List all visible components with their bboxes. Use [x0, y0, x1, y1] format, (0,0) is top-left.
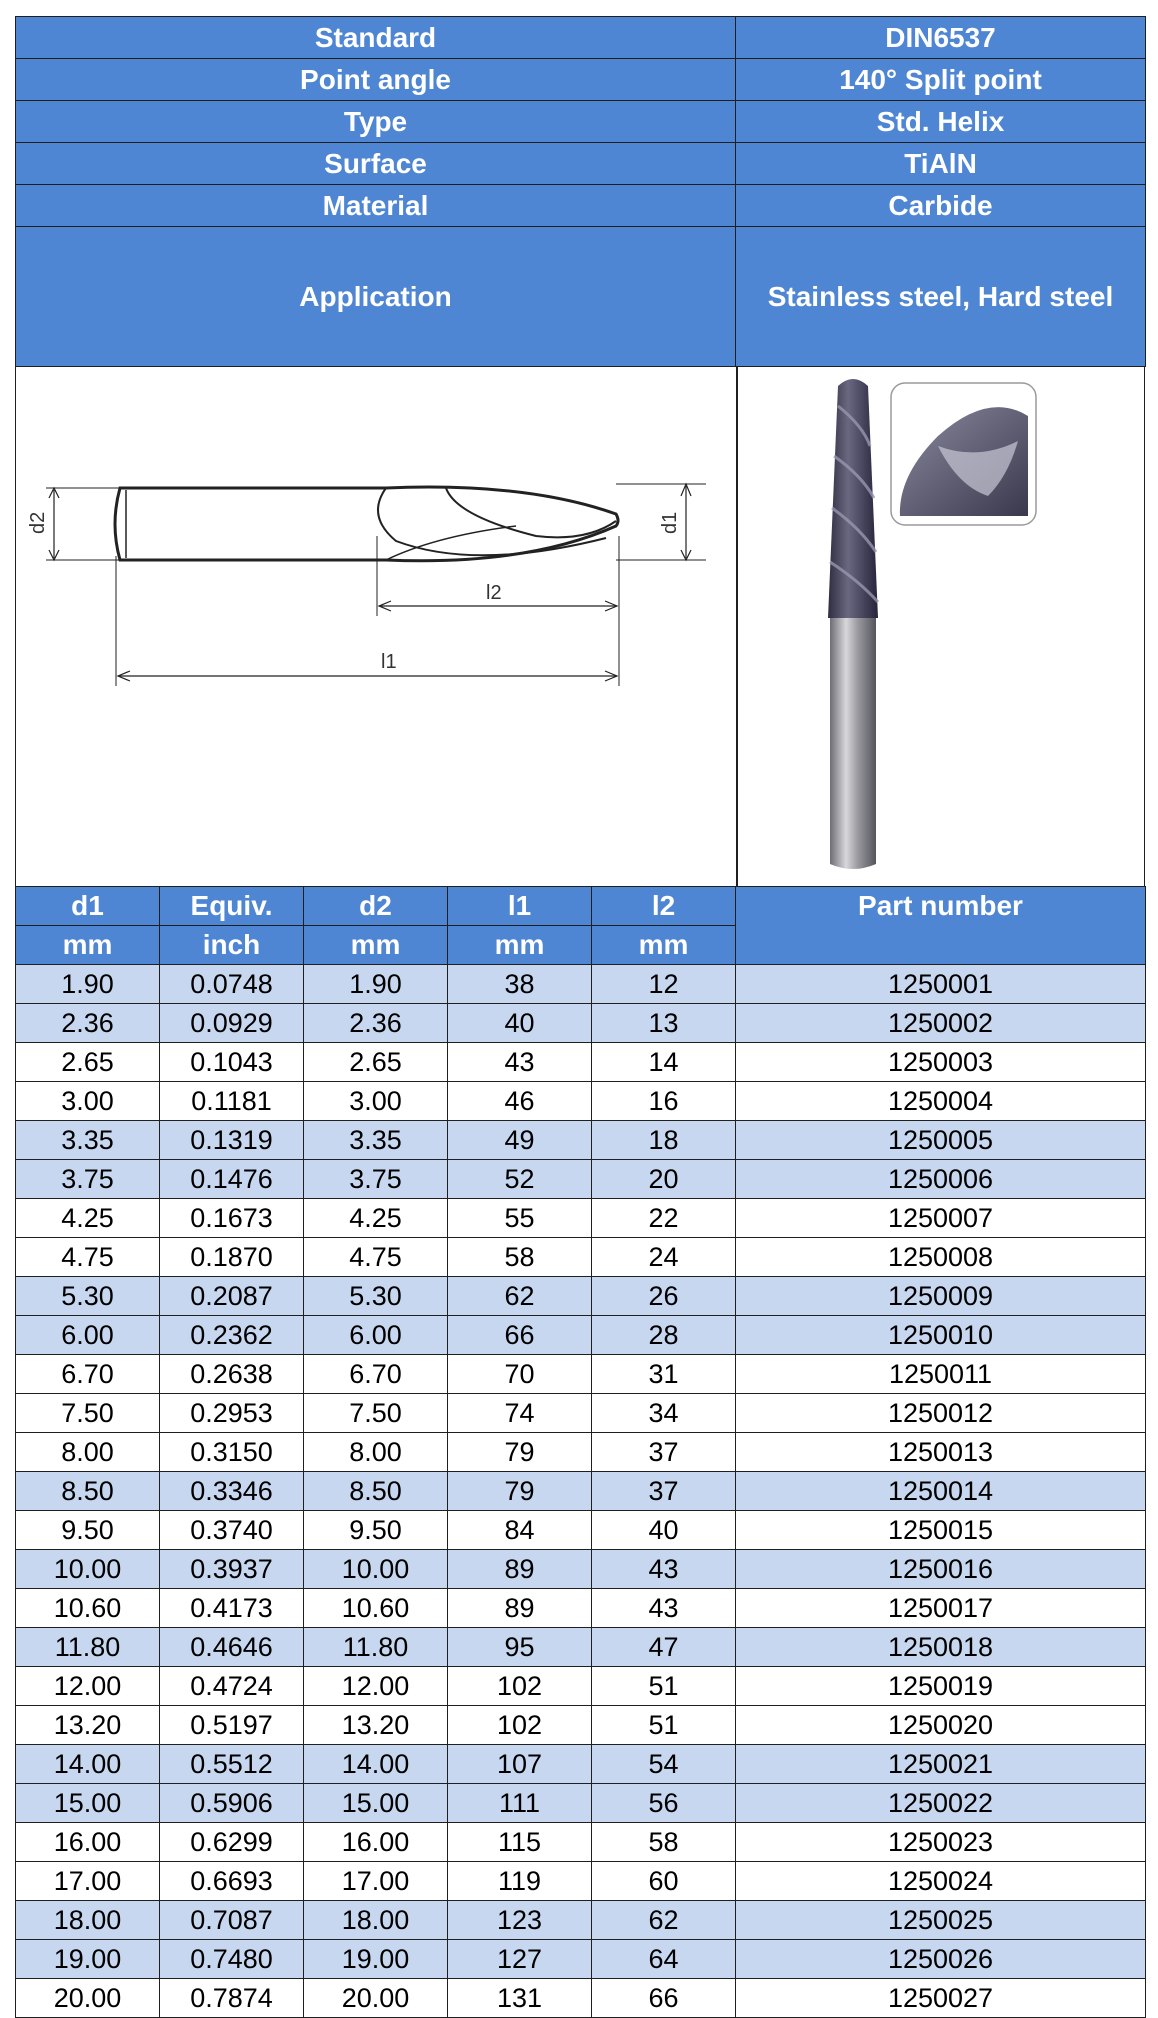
cell-part-number: 1250025: [736, 1901, 1146, 1940]
cell-d1: 20.00: [16, 1979, 160, 2018]
cell-part-number: 1250027: [736, 1979, 1146, 2018]
cell-l1: 62: [448, 1277, 592, 1316]
table-row: [16, 1121, 1146, 1160]
label-d2: d2: [27, 511, 49, 534]
cell-d1: 6.00: [16, 1316, 160, 1355]
spec-value: 140° Split point: [736, 59, 1146, 101]
table-row: [16, 965, 1146, 1004]
cell-d2: 2.65: [304, 1043, 448, 1082]
cell-d2: 11.80: [304, 1628, 448, 1667]
cell-part-number: 1250014: [736, 1472, 1146, 1511]
cell-d2: 4.25: [304, 1199, 448, 1238]
cell-l1: 84: [448, 1511, 592, 1550]
spec-value: Std. Helix: [736, 101, 1146, 143]
cell-part-number: 1250002: [736, 1004, 1146, 1043]
cell-d1: 6.70: [16, 1355, 160, 1394]
cell-l2: 24: [592, 1238, 736, 1277]
col-header-l1: l1: [448, 887, 592, 926]
cell-d2: 20.00: [304, 1979, 448, 2018]
cell-l2: 34: [592, 1394, 736, 1433]
dimensions-body: [16, 887, 1146, 2018]
unit-l1: mm: [448, 926, 592, 965]
cell-l2: 43: [592, 1589, 736, 1628]
cell-d2: 8.00: [304, 1433, 448, 1472]
cell-equiv-inch: 0.1673: [160, 1199, 304, 1238]
cell-equiv-inch: 0.7874: [160, 1979, 304, 2018]
cell-equiv-inch: 0.1476: [160, 1160, 304, 1199]
col-header-d1: d1: [16, 887, 160, 926]
cell-l2: 28: [592, 1316, 736, 1355]
cell-equiv-inch: 0.3740: [160, 1511, 304, 1550]
cell-d2: 10.60: [304, 1589, 448, 1628]
cell-d1: 8.50: [16, 1472, 160, 1511]
cell-equiv-inch: 0.5512: [160, 1745, 304, 1784]
unit-d2: mm: [304, 926, 448, 965]
spec-row-type: [16, 101, 1146, 143]
table-row: [16, 1589, 1146, 1628]
table-row: [16, 1394, 1146, 1433]
cell-part-number: 1250013: [736, 1433, 1146, 1472]
cell-l1: 43: [448, 1043, 592, 1082]
cell-l2: 20: [592, 1160, 736, 1199]
cell-d2: 4.75: [304, 1238, 448, 1277]
cell-equiv-inch: 0.6693: [160, 1862, 304, 1901]
table-row: [16, 1160, 1146, 1199]
cell-d1: 5.30: [16, 1277, 160, 1316]
spec-value: Carbide: [736, 185, 1146, 227]
cell-equiv-inch: 0.7480: [160, 1940, 304, 1979]
cell-d2: 14.00: [304, 1745, 448, 1784]
cell-l1: 89: [448, 1550, 592, 1589]
spec-row-point-angle: [16, 59, 1146, 101]
cell-part-number: 1250009: [736, 1277, 1146, 1316]
cell-l2: 18: [592, 1121, 736, 1160]
cell-l2: 12: [592, 965, 736, 1004]
table-row: [16, 1433, 1146, 1472]
cell-l2: 14: [592, 1043, 736, 1082]
cell-l2: 37: [592, 1472, 736, 1511]
cell-d2: 10.00: [304, 1550, 448, 1589]
cell-d1: 2.36: [16, 1004, 160, 1043]
cell-l2: 58: [592, 1823, 736, 1862]
cell-d2: 3.75: [304, 1160, 448, 1199]
cell-l1: 38: [448, 965, 592, 1004]
cell-d2: 18.00: [304, 1901, 448, 1940]
table-row: [16, 1082, 1146, 1121]
cell-l2: 64: [592, 1940, 736, 1979]
table-row: [16, 1706, 1146, 1745]
cell-d2: 3.35: [304, 1121, 448, 1160]
cell-d1: 4.75: [16, 1238, 160, 1277]
cell-d1: 10.00: [16, 1550, 160, 1589]
cell-l1: 95: [448, 1628, 592, 1667]
cell-d1: 1.90: [16, 965, 160, 1004]
table-row: [16, 1901, 1146, 1940]
cell-l1: 119: [448, 1862, 592, 1901]
cell-d2: 6.00: [304, 1316, 448, 1355]
cell-l2: 13: [592, 1004, 736, 1043]
cell-l1: 123: [448, 1901, 592, 1940]
cell-d2: 17.00: [304, 1862, 448, 1901]
cell-d2: 9.50: [304, 1511, 448, 1550]
cell-d1: 14.00: [16, 1745, 160, 1784]
cell-l2: 56: [592, 1784, 736, 1823]
spec-label: Standard: [16, 17, 736, 59]
cell-l2: 43: [592, 1550, 736, 1589]
table-row: [16, 1550, 1146, 1589]
table-row: [16, 1628, 1146, 1667]
cell-part-number: 1250017: [736, 1589, 1146, 1628]
table-row: [16, 1667, 1146, 1706]
cell-equiv-inch: 0.1870: [160, 1238, 304, 1277]
cell-l2: 16: [592, 1082, 736, 1121]
cell-d1: 8.00: [16, 1433, 160, 1472]
cell-equiv-inch: 0.5197: [160, 1706, 304, 1745]
cell-part-number: 1250019: [736, 1667, 1146, 1706]
cell-part-number: 1250006: [736, 1160, 1146, 1199]
spec-label: Type: [16, 101, 736, 143]
cell-l1: 89: [448, 1589, 592, 1628]
cell-part-number: 1250026: [736, 1940, 1146, 1979]
cell-l2: 66: [592, 1979, 736, 2018]
table-row: [16, 1004, 1146, 1043]
unit-l2: mm: [592, 926, 736, 965]
cell-part-number: 1250023: [736, 1823, 1146, 1862]
cell-d1: 12.00: [16, 1667, 160, 1706]
cell-d2: 6.70: [304, 1355, 448, 1394]
cell-equiv-inch: 0.7087: [160, 1901, 304, 1940]
spec-value: Stainless steel, Hard steel: [736, 227, 1146, 367]
cell-d2: 13.20: [304, 1706, 448, 1745]
cell-d2: 19.00: [304, 1940, 448, 1979]
cell-l2: 47: [592, 1628, 736, 1667]
unit-d1: mm: [16, 926, 160, 965]
cell-l1: 111: [448, 1784, 592, 1823]
cell-part-number: 1250007: [736, 1199, 1146, 1238]
cell-part-number: 1250016: [736, 1550, 1146, 1589]
cell-d2: 15.00: [304, 1784, 448, 1823]
cell-d1: 3.35: [16, 1121, 160, 1160]
header-row-names: [16, 887, 1146, 926]
cell-l1: 79: [448, 1472, 592, 1511]
table-row: [16, 1199, 1146, 1238]
cell-part-number: 1250011: [736, 1355, 1146, 1394]
cell-part-number: 1250020: [736, 1706, 1146, 1745]
table-row: [16, 1745, 1146, 1784]
cell-d1: 3.00: [16, 1082, 160, 1121]
table-row: [16, 1823, 1146, 1862]
cell-l2: 31: [592, 1355, 736, 1394]
cell-l2: 40: [592, 1511, 736, 1550]
label-l2: l2: [486, 582, 502, 604]
cell-d1: 3.75: [16, 1160, 160, 1199]
spec-label: Point angle: [16, 59, 736, 101]
table-row: [16, 1355, 1146, 1394]
table-row: [16, 1979, 1146, 2018]
cell-l1: 40: [448, 1004, 592, 1043]
spec-row-application: [16, 227, 1146, 367]
spec-value: TiAlN: [736, 143, 1146, 185]
cell-l1: 102: [448, 1667, 592, 1706]
cell-equiv-inch: 0.4724: [160, 1667, 304, 1706]
cell-d2: 3.00: [304, 1082, 448, 1121]
cell-d1: 7.50: [16, 1394, 160, 1433]
product-photo: [738, 366, 1144, 886]
cell-l1: 46: [448, 1082, 592, 1121]
unit-equiv: inch: [160, 926, 304, 965]
cell-d1: 10.60: [16, 1589, 160, 1628]
cell-part-number: 1250012: [736, 1394, 1146, 1433]
spec-table: [15, 16, 1146, 367]
cell-l1: 74: [448, 1394, 592, 1433]
cell-l1: 49: [448, 1121, 592, 1160]
cell-d1: 13.20: [16, 1706, 160, 1745]
cell-d2: 2.36: [304, 1004, 448, 1043]
cell-l1: 107: [448, 1745, 592, 1784]
cell-d1: 15.00: [16, 1784, 160, 1823]
cell-equiv-inch: 0.3346: [160, 1472, 304, 1511]
spec-value: DIN6537: [736, 17, 1146, 59]
cell-d1: 18.00: [16, 1901, 160, 1940]
cell-d1: 4.25: [16, 1199, 160, 1238]
cell-part-number: 1250015: [736, 1511, 1146, 1550]
cell-equiv-inch: 0.3150: [160, 1433, 304, 1472]
spec-row-surface: [16, 143, 1146, 185]
spec-label: Application: [16, 227, 736, 367]
cell-equiv-inch: 0.2087: [160, 1277, 304, 1316]
cell-part-number: 1250004: [736, 1082, 1146, 1121]
cell-equiv-inch: 0.1181: [160, 1082, 304, 1121]
cell-l1: 52: [448, 1160, 592, 1199]
cell-l2: 62: [592, 1901, 736, 1940]
cell-part-number: 1250003: [736, 1043, 1146, 1082]
cell-l2: 51: [592, 1667, 736, 1706]
spec-label: Material: [16, 185, 736, 227]
cell-l2: 26: [592, 1277, 736, 1316]
figure-panel: [15, 366, 1145, 886]
cell-equiv-inch: 0.5906: [160, 1784, 304, 1823]
table-row: [16, 1511, 1146, 1550]
cell-equiv-inch: 0.2638: [160, 1355, 304, 1394]
cell-l1: 66: [448, 1316, 592, 1355]
cell-d2: 16.00: [304, 1823, 448, 1862]
cell-equiv-inch: 0.2953: [160, 1394, 304, 1433]
cell-part-number: 1250008: [736, 1238, 1146, 1277]
cell-equiv-inch: 0.0748: [160, 965, 304, 1004]
table-row: [16, 1043, 1146, 1082]
drill-schematic: [16, 366, 736, 886]
cell-d2: 8.50: [304, 1472, 448, 1511]
table-row: [16, 1940, 1146, 1979]
cell-l1: 127: [448, 1940, 592, 1979]
table-row: [16, 1472, 1146, 1511]
cell-d1: 11.80: [16, 1628, 160, 1667]
cell-l2: 22: [592, 1199, 736, 1238]
col-header-part-number: Part number: [736, 887, 1146, 965]
col-header-l2: l2: [592, 887, 736, 926]
label-d1: d1: [659, 511, 681, 534]
dimensions-table: [15, 886, 1146, 2018]
spec-row-material: [16, 185, 1146, 227]
cell-d2: 7.50: [304, 1394, 448, 1433]
cell-equiv-inch: 0.0929: [160, 1004, 304, 1043]
cell-l1: 115: [448, 1823, 592, 1862]
cell-d1: 2.65: [16, 1043, 160, 1082]
table-row: [16, 1277, 1146, 1316]
spec-label: Surface: [16, 143, 736, 185]
cell-part-number: 1250021: [736, 1745, 1146, 1784]
cell-d1: 19.00: [16, 1940, 160, 1979]
cell-part-number: 1250001: [736, 965, 1146, 1004]
cell-l1: 55: [448, 1199, 592, 1238]
cell-l2: 51: [592, 1706, 736, 1745]
cell-l1: 79: [448, 1433, 592, 1472]
cell-d2: 5.30: [304, 1277, 448, 1316]
cell-l2: 60: [592, 1862, 736, 1901]
table-row: [16, 1238, 1146, 1277]
cell-d2: 12.00: [304, 1667, 448, 1706]
cell-d2: 1.90: [304, 965, 448, 1004]
cell-part-number: 1250018: [736, 1628, 1146, 1667]
spec-row-standard: [16, 17, 1146, 59]
cell-d1: 9.50: [16, 1511, 160, 1550]
cell-equiv-inch: 0.3937: [160, 1550, 304, 1589]
cell-equiv-inch: 0.1319: [160, 1121, 304, 1160]
cell-equiv-inch: 0.4646: [160, 1628, 304, 1667]
cell-part-number: 1250010: [736, 1316, 1146, 1355]
cell-equiv-inch: 0.6299: [160, 1823, 304, 1862]
cell-d1: 17.00: [16, 1862, 160, 1901]
cell-l1: 70: [448, 1355, 592, 1394]
cell-part-number: 1250022: [736, 1784, 1146, 1823]
col-header-equiv: Equiv.: [160, 887, 304, 926]
cell-l1: 102: [448, 1706, 592, 1745]
cell-d1: 16.00: [16, 1823, 160, 1862]
cell-equiv-inch: 0.4173: [160, 1589, 304, 1628]
table-row: [16, 1784, 1146, 1823]
cell-l1: 131: [448, 1979, 592, 2018]
col-header-d2: d2: [304, 887, 448, 926]
table-row: [16, 1316, 1146, 1355]
cell-equiv-inch: 0.2362: [160, 1316, 304, 1355]
cell-part-number: 1250024: [736, 1862, 1146, 1901]
table-row: [16, 1862, 1146, 1901]
cell-l2: 37: [592, 1433, 736, 1472]
label-l1: l1: [381, 651, 397, 673]
cell-l1: 58: [448, 1238, 592, 1277]
cell-equiv-inch: 0.1043: [160, 1043, 304, 1082]
cell-l2: 54: [592, 1745, 736, 1784]
cell-part-number: 1250005: [736, 1121, 1146, 1160]
